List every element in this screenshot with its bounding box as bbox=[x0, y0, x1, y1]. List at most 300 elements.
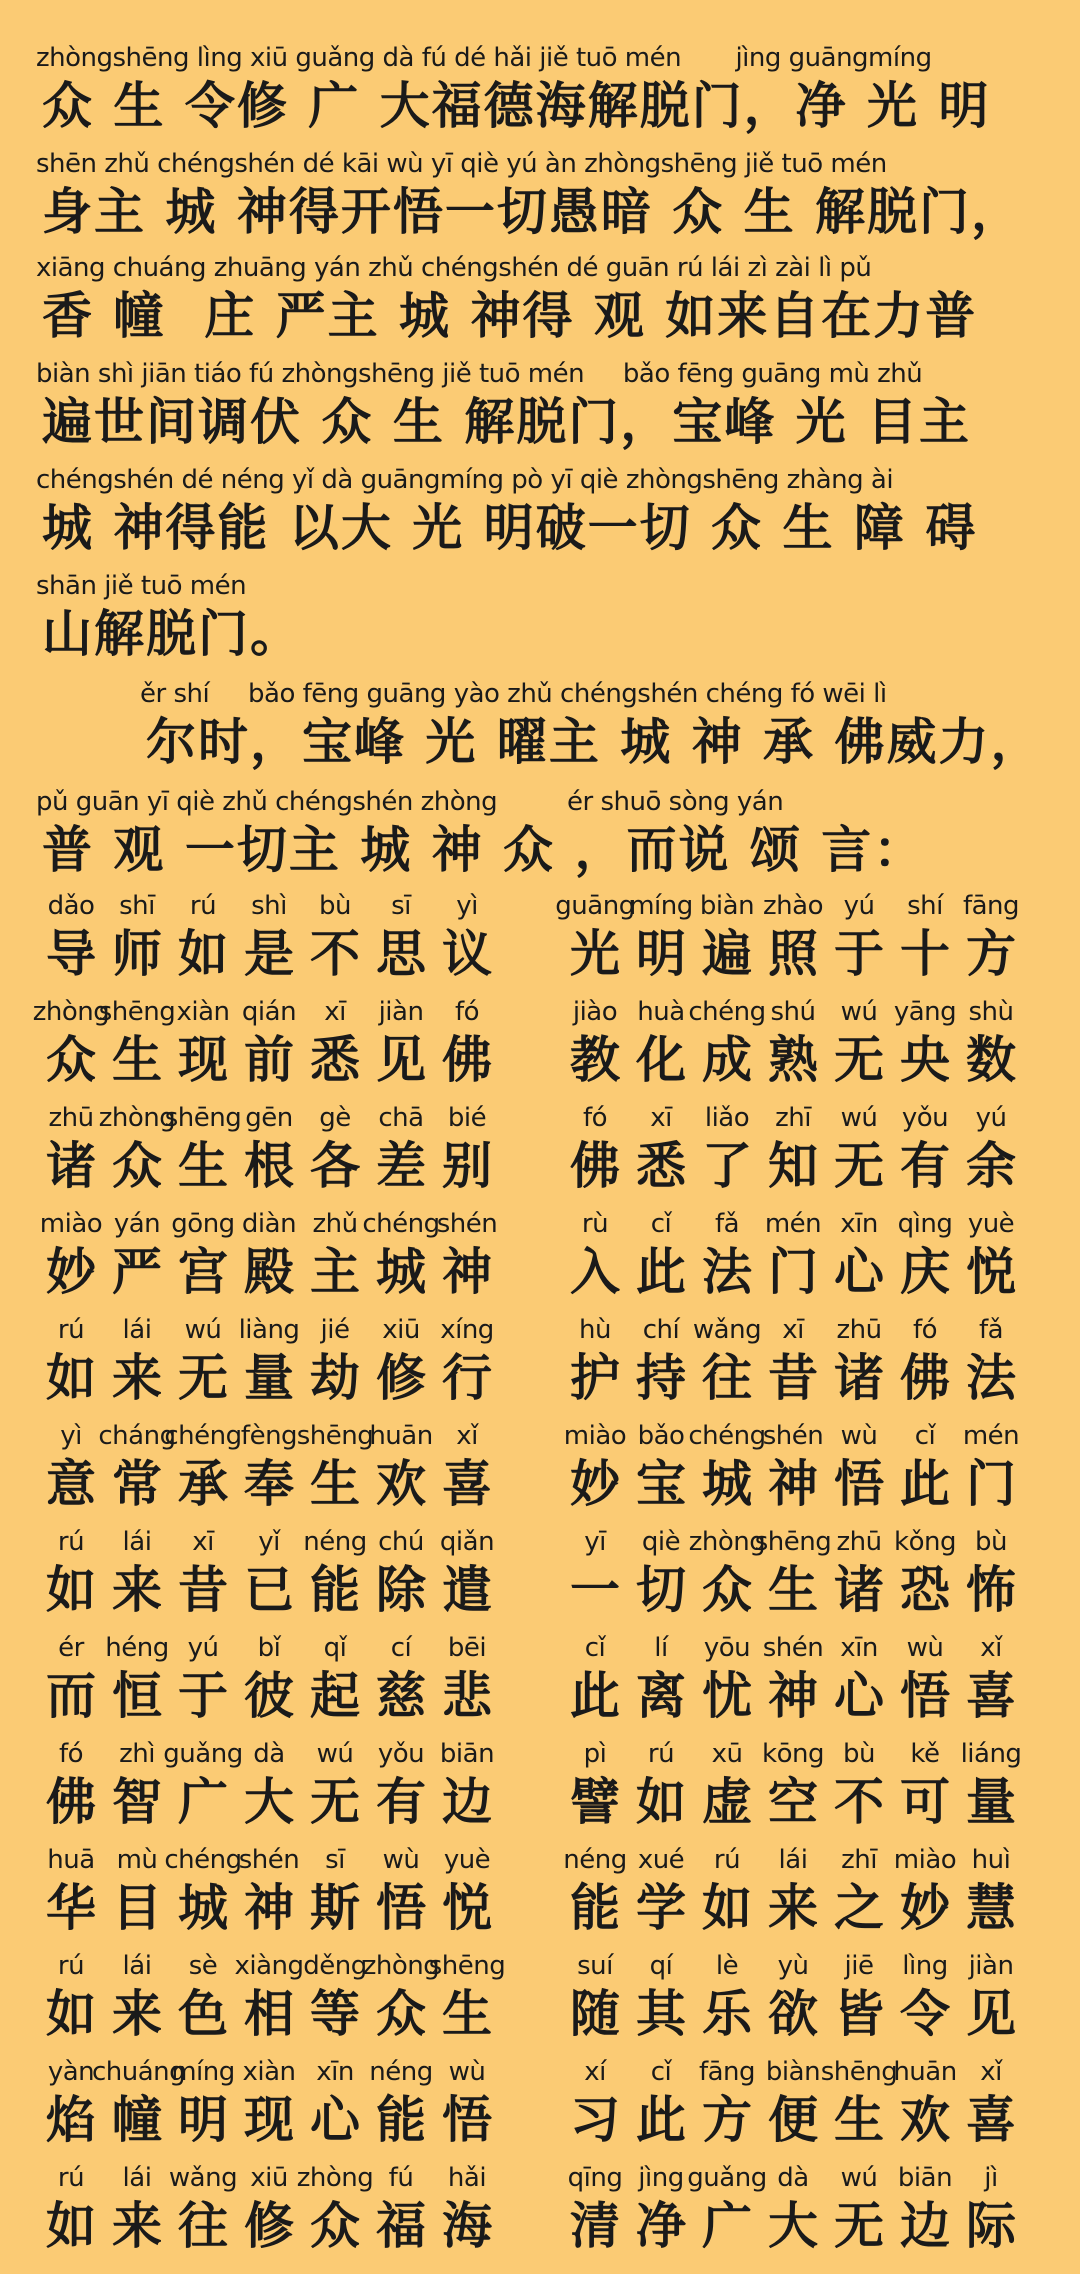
verse-pinyin: shī bbox=[119, 891, 155, 921]
verse-pinyin: bēi bbox=[447, 1633, 487, 1663]
verse-pinyin: miào bbox=[39, 1209, 103, 1239]
verse-line bbox=[0, 888, 1080, 994]
verse-pinyin: lái bbox=[778, 1845, 808, 1875]
verse-hanzi: 之 bbox=[834, 1879, 884, 1937]
verse-pinyin: rú bbox=[647, 1739, 675, 1769]
verse-pinyin: fó bbox=[58, 1739, 84, 1769]
verse-pinyin: jiào bbox=[572, 997, 618, 1027]
verse-hanzi: 欲 bbox=[768, 1985, 818, 2043]
verse-hanzi: 于 bbox=[834, 925, 884, 983]
hanzi-line: 山解脱门。 bbox=[42, 605, 302, 663]
verse-pinyin: jiē bbox=[844, 1951, 874, 1981]
verse-pinyin: wù bbox=[840, 1421, 878, 1451]
verse-pinyin: zhào bbox=[763, 891, 823, 921]
verse-hanzi: 而 bbox=[46, 1667, 96, 1725]
verse-hanzi: 如 bbox=[46, 1985, 96, 2043]
verse-pinyin: liàng bbox=[238, 1315, 300, 1345]
verse-pinyin: néng bbox=[563, 1845, 627, 1875]
verse-hanzi: 可 bbox=[900, 1773, 950, 1831]
verse-line bbox=[0, 2160, 1080, 2266]
verse-hanzi: 边 bbox=[900, 2197, 950, 2255]
verse-hanzi: 根 bbox=[244, 1137, 294, 1195]
pinyin-line: xiāng chuáng zhuāng yán zhǔ chéngshén dé guān rú lái zì zài lì pǔ bbox=[36, 253, 872, 283]
verse-hanzi: 生 bbox=[178, 1137, 228, 1195]
verse-pinyin: sī bbox=[325, 1845, 345, 1875]
verse-hanzi: 光 bbox=[570, 925, 620, 983]
pinyin-line: shān jiě tuō mén bbox=[36, 571, 247, 601]
verse-pinyin: miào bbox=[893, 1845, 957, 1875]
verse-hanzi: 欢 bbox=[376, 1455, 426, 1513]
verse-hanzi: 门 bbox=[966, 1455, 1016, 1513]
verse-hanzi: 主 bbox=[310, 1243, 360, 1301]
verse-pinyin: dǎo bbox=[47, 891, 95, 921]
verse-hanzi: 清 bbox=[570, 2197, 620, 2255]
verse-hanzi: 众 bbox=[112, 1137, 162, 1195]
verse-hanzi: 悟 bbox=[376, 1879, 426, 1937]
verse-pinyin: xiàn bbox=[176, 997, 230, 1027]
hanzi-line: 遍世间调伏 众 生 解脱门，宝峰 光 目主 bbox=[42, 393, 972, 451]
verse-hanzi: 众 bbox=[702, 1561, 752, 1619]
hanzi-line: 尔时，宝峰 光 曜主 城 神 承 佛威力， bbox=[146, 713, 1043, 771]
verse-line bbox=[0, 1100, 1080, 1206]
verse-hanzi: 心 bbox=[310, 2091, 360, 2149]
prose-line bbox=[0, 356, 1080, 456]
verse-pinyin: zhū bbox=[836, 1315, 882, 1345]
verse-hanzi: 宝 bbox=[636, 1455, 686, 1513]
verse-hanzi: 忧 bbox=[702, 1667, 752, 1725]
verse-hanzi: 差 bbox=[376, 1137, 426, 1195]
verse-pinyin: lái bbox=[122, 1951, 152, 1981]
verse-hanzi: 无 bbox=[834, 1031, 884, 1089]
verse-pinyin: yì bbox=[456, 891, 478, 921]
verse-hanzi: 福 bbox=[376, 2197, 426, 2255]
verse-pinyin: míng bbox=[629, 891, 693, 921]
verse-pinyin: lái bbox=[122, 2163, 152, 2193]
prose-line bbox=[0, 40, 1080, 140]
verse-pinyin: shù bbox=[968, 997, 1014, 1027]
verse-pinyin: lìng bbox=[902, 1951, 948, 1981]
verse-hanzi: 如 bbox=[702, 1879, 752, 1937]
verse-pinyin: shēng bbox=[428, 1951, 506, 1981]
verse-hanzi: 悉 bbox=[636, 1137, 686, 1195]
verse-pinyin: hǎi bbox=[447, 2163, 487, 2193]
verse-pinyin: guǎng bbox=[687, 2163, 767, 2193]
verse-pinyin: yù bbox=[777, 1951, 809, 1981]
verse-pinyin: biàn bbox=[765, 2057, 821, 2087]
verse-hanzi: 无 bbox=[834, 1137, 884, 1195]
verse-pinyin: mù bbox=[116, 1845, 158, 1875]
verse-hanzi: 量 bbox=[966, 1773, 1016, 1831]
verse-hanzi: 各 bbox=[310, 1137, 360, 1195]
verse-pinyin: gè bbox=[319, 1103, 351, 1133]
verse-hanzi: 承 bbox=[178, 1455, 228, 1513]
hanzi-line: 香 幢 庄 严主 城 神得 观 如来自在力普 bbox=[42, 287, 978, 345]
verse-hanzi: 方 bbox=[702, 2091, 752, 2149]
verse-pinyin: zhī bbox=[841, 1845, 877, 1875]
verse-hanzi: 斯 bbox=[310, 1879, 360, 1937]
verse-hanzi: 已 bbox=[244, 1561, 294, 1619]
verse-pinyin: xǐ bbox=[980, 1633, 1002, 1663]
verse-hanzi: 照 bbox=[768, 925, 818, 983]
verse-hanzi: 切 bbox=[636, 1561, 686, 1619]
verse-hanzi: 海 bbox=[442, 2197, 492, 2255]
prose-line bbox=[0, 250, 1080, 350]
verse-hanzi: 诸 bbox=[834, 1349, 884, 1407]
verse-hanzi: 如 bbox=[178, 925, 228, 983]
verse-hanzi: 学 bbox=[636, 1879, 686, 1937]
verse-hanzi: 此 bbox=[636, 1243, 686, 1301]
verse-hanzi: 生 bbox=[112, 1031, 162, 1089]
verse-pinyin: kōng bbox=[762, 1739, 824, 1769]
verse-pinyin: biān bbox=[897, 2163, 953, 2193]
verse-hanzi: 化 bbox=[636, 1031, 686, 1089]
verse-pinyin: ér bbox=[58, 1633, 84, 1663]
verse-hanzi: 见 bbox=[376, 1031, 426, 1089]
verse-pinyin: wú bbox=[840, 1103, 878, 1133]
verse-pinyin: shú bbox=[770, 997, 816, 1027]
verse-hanzi: 欢 bbox=[900, 2091, 950, 2149]
verse-hanzi: 大 bbox=[768, 2197, 818, 2255]
verse-pinyin: wú bbox=[840, 2163, 878, 2193]
verse-pinyin: yì bbox=[60, 1421, 82, 1451]
verse-hanzi: 法 bbox=[966, 1349, 1016, 1407]
verse-hanzi: 生 bbox=[768, 1561, 818, 1619]
verse-hanzi: 际 bbox=[966, 2197, 1016, 2255]
verse-hanzi: 妙 bbox=[570, 1455, 620, 1513]
verse-hanzi: 昔 bbox=[768, 1349, 818, 1407]
verse-hanzi: 心 bbox=[834, 1243, 884, 1301]
verse-hanzi: 如 bbox=[46, 1561, 96, 1619]
verse-hanzi: 行 bbox=[442, 1349, 492, 1407]
verse-pinyin: xū bbox=[711, 1739, 743, 1769]
verse-pinyin: miào bbox=[563, 1421, 627, 1451]
verse-hanzi: 能 bbox=[310, 1561, 360, 1619]
verse-hanzi: 于 bbox=[178, 1667, 228, 1725]
verse-hanzi: 众 bbox=[310, 2197, 360, 2255]
verse-line bbox=[0, 2054, 1080, 2160]
verse-pinyin: jì bbox=[984, 2163, 998, 2193]
verse-hanzi: 佛 bbox=[442, 1031, 492, 1089]
verse-pinyin: xī bbox=[192, 1527, 214, 1557]
verse-pinyin: huà bbox=[637, 997, 685, 1027]
verse-pinyin: fó bbox=[912, 1315, 938, 1345]
verse-line bbox=[0, 994, 1080, 1100]
verse-hanzi: 佛 bbox=[900, 1349, 950, 1407]
verse-pinyin: xī bbox=[650, 1103, 672, 1133]
verse-pinyin: fú bbox=[388, 2163, 414, 2193]
verse-hanzi: 量 bbox=[244, 1349, 294, 1407]
verse-hanzi: 喜 bbox=[966, 2091, 1016, 2149]
verse-pinyin: shì bbox=[251, 891, 287, 921]
verse-hanzi: 皆 bbox=[834, 1985, 884, 2043]
verse-hanzi: 不 bbox=[310, 925, 360, 983]
verse-pinyin: lái bbox=[122, 1527, 152, 1557]
verse-pinyin: néng bbox=[369, 2057, 433, 2087]
verse-hanzi: 央 bbox=[900, 1031, 950, 1089]
verse-hanzi: 持 bbox=[636, 1349, 686, 1407]
verse-pinyin: xíng bbox=[440, 1315, 494, 1345]
verse-pinyin: zhòng bbox=[688, 1527, 766, 1557]
verse-pinyin: zhòng bbox=[98, 1103, 176, 1133]
verse-hanzi: 习 bbox=[570, 2091, 620, 2149]
verse-pinyin: míng bbox=[171, 2057, 235, 2087]
verse-hanzi: 来 bbox=[112, 2197, 162, 2255]
verse-hanzi: 常 bbox=[112, 1455, 162, 1513]
pinyin-line: pǔ guān yī qiè zhǔ chéngshén zhòng ér shuō sòng yán bbox=[36, 787, 784, 817]
verse-hanzi: 十 bbox=[900, 925, 950, 983]
verse-pinyin: jiàn bbox=[378, 997, 424, 1027]
verse-pinyin: dà bbox=[253, 1739, 285, 1769]
verse-pinyin: yuè bbox=[967, 1209, 1015, 1239]
verse-pinyin: xǐ bbox=[456, 1421, 478, 1451]
verse-hanzi: 譬 bbox=[570, 1773, 620, 1831]
verse-pinyin: chí bbox=[642, 1315, 680, 1345]
verse-hanzi: 如 bbox=[636, 1773, 686, 1831]
verse-pinyin: cǐ bbox=[914, 1421, 936, 1451]
verse-hanzi: 此 bbox=[900, 1455, 950, 1513]
hanzi-line: 城 神得能 以大 光 明破一切 众 生 障 碍 bbox=[42, 499, 978, 557]
verse-pinyin: bù bbox=[319, 891, 351, 921]
verse-pinyin: yuè bbox=[443, 1845, 491, 1875]
verse-line bbox=[0, 1736, 1080, 1842]
verse-pinyin: xīn bbox=[840, 1209, 878, 1239]
verse-hanzi: 此 bbox=[636, 2091, 686, 2149]
verse-hanzi: 成 bbox=[702, 1031, 752, 1089]
verse-pinyin: gōng bbox=[171, 1209, 235, 1239]
hanzi-line: 身主 城 神得开悟一切愚暗 众 生 解脱门， bbox=[42, 183, 1024, 241]
verse-pinyin: lè bbox=[715, 1951, 739, 1981]
verse-pinyin: lí bbox=[654, 1633, 668, 1663]
verse-pinyin: fó bbox=[454, 997, 480, 1027]
pinyin-line: chéngshén dé néng yǐ dà guāngmíng pò yī qiè zhòngshēng zhàng ài bbox=[36, 465, 894, 495]
verse-hanzi: 遍 bbox=[702, 925, 752, 983]
verse-pinyin: yán bbox=[113, 1209, 161, 1239]
verse-hanzi: 殿 bbox=[244, 1243, 294, 1301]
verse-pinyin: shēng bbox=[754, 1527, 832, 1557]
verse-pinyin: zhòng bbox=[362, 1951, 440, 1981]
verse-pinyin: fāng bbox=[962, 891, 1020, 921]
verse-pinyin: chéng bbox=[362, 1209, 440, 1239]
verse-pinyin: zhòng bbox=[32, 997, 110, 1027]
verse-hanzi: 诸 bbox=[834, 1561, 884, 1619]
verse-pinyin: qiè bbox=[641, 1527, 681, 1557]
verse-pinyin: gēn bbox=[245, 1103, 293, 1133]
verse-pinyin: mén bbox=[962, 1421, 1020, 1451]
verse-hanzi: 明 bbox=[636, 925, 686, 983]
verse-pinyin: huān bbox=[893, 2057, 957, 2087]
verse-hanzi: 广 bbox=[702, 2197, 752, 2255]
verse-hanzi: 修 bbox=[244, 2197, 294, 2255]
verse-pinyin: qǐ bbox=[323, 1633, 347, 1663]
verse-hanzi: 焰 bbox=[46, 2091, 96, 2149]
verse-hanzi: 悟 bbox=[442, 2091, 492, 2149]
hanzi-line: 众 生 令修 广 大福德海解脱门，净 光 明 bbox=[42, 77, 991, 135]
verse-hanzi: 离 bbox=[636, 1667, 686, 1725]
verse-pinyin: cǐ bbox=[650, 2057, 672, 2087]
verse-pinyin: wù bbox=[382, 1845, 420, 1875]
verse-hanzi: 如 bbox=[46, 1349, 96, 1407]
verse-pinyin: fāng bbox=[698, 2057, 756, 2087]
verse-pinyin: shén bbox=[762, 1421, 824, 1451]
verse-pinyin: wù bbox=[448, 2057, 486, 2087]
verse-hanzi: 随 bbox=[570, 1985, 620, 2043]
verse-pinyin: cí bbox=[390, 1633, 412, 1663]
verse-pinyin: fèng bbox=[240, 1421, 298, 1451]
verse-hanzi: 见 bbox=[966, 1985, 1016, 2043]
verse-pinyin: yǐ bbox=[258, 1527, 280, 1557]
verse-hanzi: 余 bbox=[966, 1137, 1016, 1195]
verse-pinyin: rú bbox=[57, 2163, 85, 2193]
verse-hanzi: 彼 bbox=[244, 1667, 294, 1725]
verse-pinyin: chéng bbox=[164, 1845, 242, 1875]
verse-hanzi: 门 bbox=[768, 1243, 818, 1301]
verse-pinyin: qiǎn bbox=[439, 1527, 495, 1557]
verse-pinyin: lái bbox=[122, 1315, 152, 1345]
verse-pinyin: huì bbox=[971, 1845, 1011, 1875]
verse-hanzi: 能 bbox=[376, 2091, 426, 2149]
verse-pinyin: sī bbox=[391, 891, 411, 921]
verse-hanzi: 便 bbox=[768, 2091, 818, 2149]
verse-hanzi: 其 bbox=[636, 1985, 686, 2043]
verse-pinyin: biàn bbox=[699, 891, 755, 921]
verse-pinyin: rú bbox=[713, 1845, 741, 1875]
prose-line bbox=[0, 676, 1080, 776]
verse-hanzi: 宫 bbox=[178, 1243, 228, 1301]
verse-hanzi: 劫 bbox=[310, 1349, 360, 1407]
verse-pinyin: kě bbox=[910, 1739, 940, 1769]
verse-pinyin: yú bbox=[187, 1633, 219, 1663]
verse-pinyin: héng bbox=[105, 1633, 169, 1663]
verse-hanzi: 众 bbox=[376, 1985, 426, 2043]
verse-pinyin: bié bbox=[447, 1103, 487, 1133]
verse-pinyin: yú bbox=[975, 1103, 1007, 1133]
verse-hanzi: 令 bbox=[900, 1985, 950, 2043]
verse-hanzi: 知 bbox=[768, 1137, 818, 1195]
verse-pinyin: fó bbox=[582, 1103, 608, 1133]
verse-pinyin: rú bbox=[57, 1527, 85, 1557]
verse-pinyin: chéng bbox=[688, 1421, 766, 1451]
verse-pinyin: qìng bbox=[897, 1209, 953, 1239]
verse-hanzi: 现 bbox=[244, 2091, 294, 2149]
verse-hanzi: 了 bbox=[702, 1137, 752, 1195]
prose-line bbox=[0, 146, 1080, 246]
verse-pinyin: zhòng bbox=[296, 2163, 374, 2193]
verse-pinyin: cháng bbox=[98, 1421, 176, 1451]
verse-hanzi: 起 bbox=[310, 1667, 360, 1725]
pinyin-line: shēn zhǔ chéngshén dé kāi wù yī qiè yú àn zhòngshēng jiě tuō mén bbox=[36, 149, 887, 179]
verse-hanzi: 城 bbox=[702, 1455, 752, 1513]
verse-hanzi: 如 bbox=[46, 2197, 96, 2255]
verse-hanzi: 神 bbox=[768, 1667, 818, 1725]
verse-pinyin: wú bbox=[840, 997, 878, 1027]
verse-pinyin: qīng bbox=[567, 2163, 623, 2193]
verse-hanzi: 悟 bbox=[834, 1455, 884, 1513]
verse-pinyin: guǎng bbox=[163, 1739, 243, 1769]
verse-hanzi: 导 bbox=[46, 925, 96, 983]
verse-pinyin: xiū bbox=[250, 2163, 288, 2193]
verse-pinyin: xiàng bbox=[234, 1951, 304, 1981]
verse-hanzi: 悉 bbox=[310, 1031, 360, 1089]
verse-hanzi: 来 bbox=[112, 1561, 162, 1619]
verse-pinyin: rú bbox=[189, 891, 217, 921]
pinyin-line: ěr shí bǎo fēng guāng yào zhǔ chéngshén chéng fó wēi lì bbox=[140, 679, 887, 709]
verse-pinyin: děng bbox=[303, 1951, 367, 1981]
verse-hanzi: 来 bbox=[768, 1879, 818, 1937]
verse-hanzi: 色 bbox=[178, 1985, 228, 2043]
verse-pinyin: xī bbox=[782, 1315, 804, 1345]
verse-pinyin: zhǔ bbox=[312, 1209, 358, 1239]
verse-pinyin: rù bbox=[581, 1209, 609, 1239]
verse-hanzi: 来 bbox=[112, 1349, 162, 1407]
verse-pinyin: jié bbox=[320, 1315, 350, 1345]
verse-hanzi: 庆 bbox=[900, 1243, 950, 1301]
verse-hanzi: 华 bbox=[46, 1879, 96, 1937]
verse-hanzi: 生 bbox=[310, 1455, 360, 1513]
verse-hanzi: 能 bbox=[570, 1879, 620, 1937]
verse-hanzi: 有 bbox=[376, 1773, 426, 1831]
verse-hanzi: 诸 bbox=[46, 1137, 96, 1195]
verse-line bbox=[0, 1312, 1080, 1418]
verse-hanzi: 众 bbox=[46, 1031, 96, 1089]
verse-hanzi: 恐 bbox=[900, 1561, 950, 1619]
verse-pinyin: xiū bbox=[382, 1315, 420, 1345]
verse-hanzi: 一 bbox=[570, 1561, 620, 1619]
verse-pinyin: yǒu bbox=[901, 1103, 949, 1133]
verse-pinyin: shēng bbox=[820, 2057, 898, 2087]
verse-hanzi: 遣 bbox=[442, 1561, 492, 1619]
verse-hanzi: 空 bbox=[768, 1773, 818, 1831]
verse-pinyin: cǐ bbox=[584, 1633, 606, 1663]
verse-pinyin: xiàn bbox=[242, 2057, 296, 2087]
verse-hanzi: 法 bbox=[702, 1243, 752, 1301]
verse-hanzi: 熟 bbox=[768, 1031, 818, 1089]
verse-hanzi: 往 bbox=[178, 2197, 228, 2255]
verse-pinyin: yōu bbox=[703, 1633, 751, 1663]
verse-hanzi: 慧 bbox=[966, 1879, 1016, 1937]
verse-hanzi: 净 bbox=[636, 2197, 686, 2255]
verse-pinyin: néng bbox=[303, 1527, 367, 1557]
verse-pinyin: qián bbox=[241, 997, 297, 1027]
verse-hanzi: 教 bbox=[570, 1031, 620, 1089]
verse-hanzi: 严 bbox=[112, 1243, 162, 1301]
verse-pinyin: guāng bbox=[555, 891, 635, 921]
verse-hanzi: 目 bbox=[112, 1879, 162, 1937]
verse-hanzi: 等 bbox=[310, 1985, 360, 2043]
verse-pinyin: shēng bbox=[296, 1421, 374, 1451]
verse-pinyin: shén bbox=[238, 1845, 300, 1875]
verse-hanzi: 此 bbox=[570, 1667, 620, 1725]
verse-pinyin: xī bbox=[324, 997, 346, 1027]
verse-hanzi: 妙 bbox=[46, 1243, 96, 1301]
verse-hanzi: 相 bbox=[244, 1985, 294, 2043]
verse-pinyin: bǐ bbox=[257, 1633, 281, 1663]
pinyin-line: biàn shì jiān tiáo fú zhòngshēng jiě tuō mén bǎo fēng guāng mù zhǔ bbox=[36, 359, 923, 389]
verse-pinyin: bù bbox=[843, 1739, 875, 1769]
verse-hanzi: 无 bbox=[834, 2197, 884, 2255]
verse-pinyin: zhī bbox=[775, 1103, 811, 1133]
verse-pinyin: jìng bbox=[638, 2163, 684, 2193]
verse-hanzi: 来 bbox=[112, 1985, 162, 2043]
verse-pinyin: sè bbox=[188, 1951, 218, 1981]
verse-pinyin: mén bbox=[764, 1209, 822, 1239]
verse-pinyin: chuáng bbox=[92, 2057, 186, 2087]
verse-hanzi: 心 bbox=[834, 1667, 884, 1725]
verse-hanzi: 方 bbox=[966, 925, 1016, 983]
verse-pinyin: yī bbox=[584, 1527, 606, 1557]
verse-line bbox=[0, 1842, 1080, 1948]
verse-hanzi: 乐 bbox=[702, 1985, 752, 2043]
verse-pinyin: huān bbox=[369, 1421, 433, 1451]
